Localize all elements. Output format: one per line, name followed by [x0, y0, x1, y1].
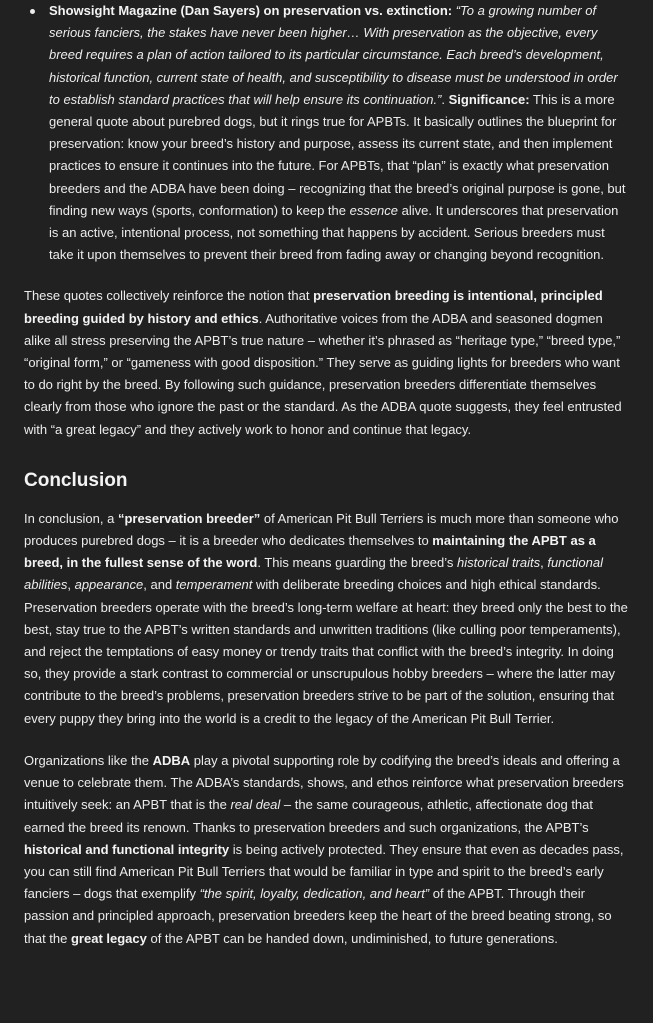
- section-heading: Conclusion: [24, 469, 128, 491]
- italic-run: appearance: [74, 577, 144, 593]
- text-run: . This means guarding the breed’s: [257, 555, 458, 571]
- conclusion-paragraph: [24, 508, 629, 730]
- text-run: play a pivotal supporting role by codifying the breed’s ideals and offering a venue to celebrate them. The ADBA’s standards, shows, and ethos reinforce what preservation breeders intuitively seek: an APBT that is the: [24, 752, 624, 813]
- text-run: ,: [540, 555, 548, 571]
- quote-punct: .: [441, 91, 449, 107]
- italic-run: temperament: [175, 577, 253, 593]
- significance-text-2: alive. It underscores that preservation is an active, intentional process, not something that happens by accident. Serious breeders must take it upon themselves to prevent their breed from fading away or changing beyond recognition.: [49, 202, 619, 263]
- text-run: In conclusion, a: [24, 510, 118, 526]
- significance-label: Significance:: [448, 91, 530, 107]
- italic-run: functional abilities: [24, 555, 603, 593]
- text-run: – the same courageous, athletic, affectionate dog that earned the breed its renown. Thanks to preservation breeders and such organizations, the APBT’s: [24, 797, 594, 835]
- text-run: . Authoritative voices from the ADBA and seasoned dogmen alike all stress preserving the APBT’s true nature – whether it’s phrased as “heritage type,” “breed type,” “original form,” or “gameness with good disposition.” They serve as guiding lights for breeders who want to do right by the breed. By following such guidance, preservation breeders differentiate themselves clearly from those who ignore the past or the standard. As the ADBA quote suggests, they feel entrusted with “a great legacy” and they actively work to honor and continue that legacy.: [24, 310, 622, 437]
- text-run: These quotes collectively reinforce the notion that: [24, 288, 314, 304]
- summary-paragraph: [24, 285, 629, 440]
- text-run: with deliberate breeding choices and high ethical standards. Preservation breeders operate with the breed’s long-term welfare at heart: they breed only the best to the best, stay true to the APBT’s written standards and unwritten traditions (like culling poor temperaments), and reject the temptations of easy money or trendy traits that conflict with the breed’s integrity. In doing so, they provide a stark contrast to commercial or unscrupulous hobby breeders – where the latter may contribute to the breed’s problems, preservation breeders strive to be part of the solution, ensuring that every puppy they bring into the world is a credit to the legacy of the American Pit Bull Terrier.: [24, 577, 628, 726]
- significance-emphasis: essence: [349, 202, 399, 218]
- organizations-paragraph: [24, 750, 629, 950]
- text-run: , and: [143, 577, 176, 593]
- italic-run: historical traits: [457, 555, 541, 571]
- text-run: ,: [67, 577, 75, 593]
- bold-run: “preservation breeder”: [117, 510, 261, 526]
- italic-run: real deal: [230, 797, 281, 813]
- list-item: [24, 0, 629, 266]
- text-run: of American Pit Bull Terriers is much more than someone who produces purebred dogs – it is a breeder who dedicates themselves to: [24, 510, 619, 549]
- italic-run: “the spirit, loyalty, dedication, and heart”: [199, 886, 430, 902]
- bold-run: historical and functional integrity: [24, 841, 230, 857]
- text-run: Organizations like the: [24, 752, 153, 768]
- bold-run: preservation breeding is intentional, principled breeding guided by history and ethics: [24, 288, 603, 326]
- significance-text-1: This is a more general quote about purebred dogs, but it rings true for APBTs. It basically outlines the blueprint for preservation: know your breed’s history and purpose, assess its current state, and then implement practices to ensure it continues into the future. For APBTs, that “plan” is exactly what preservation breeders and the ADBA have been doing – recognizing that the breed’s original purpose is gone, but finding new ways (sports, conformation) to keep the: [49, 91, 626, 218]
- text-run: is being actively protected. They ensure that even as decades pass, you can still find American Pit Bull Terriers that would be familiar in type and spirit to the breed’s early fanciers – dogs that exemplify: [24, 841, 624, 902]
- text-run: of the APBT can be handed down, undiminished, to future generations.: [146, 930, 558, 946]
- bold-run: maintaining the APBT as a breed, in the fullest sense of the word: [24, 533, 596, 571]
- quote-list: [24, 0, 629, 266]
- source-lead: Showsight Magazine (Dan Sayers) on preservation vs. extinction:: [49, 3, 453, 18]
- bold-run: ADBA: [152, 752, 191, 768]
- text-run: of the APBT. Through their passion and principled approach, preservation breeders keep the heart of the breed beating strong, so that the: [24, 886, 612, 946]
- bullet-dot-icon: [30, 9, 35, 14]
- bold-run: great legacy: [70, 930, 147, 946]
- source-quote: “To a growing number of serious fanciers, the stakes have never been higher… With preservation as the objective, every breed requires a plan of action tailored to its particular circumstance. Each breed’s development, historical function, current state of health, and susceptibility to disease must be understood in order to establish standard practices that will help ensure its continuation.”: [49, 3, 618, 107]
